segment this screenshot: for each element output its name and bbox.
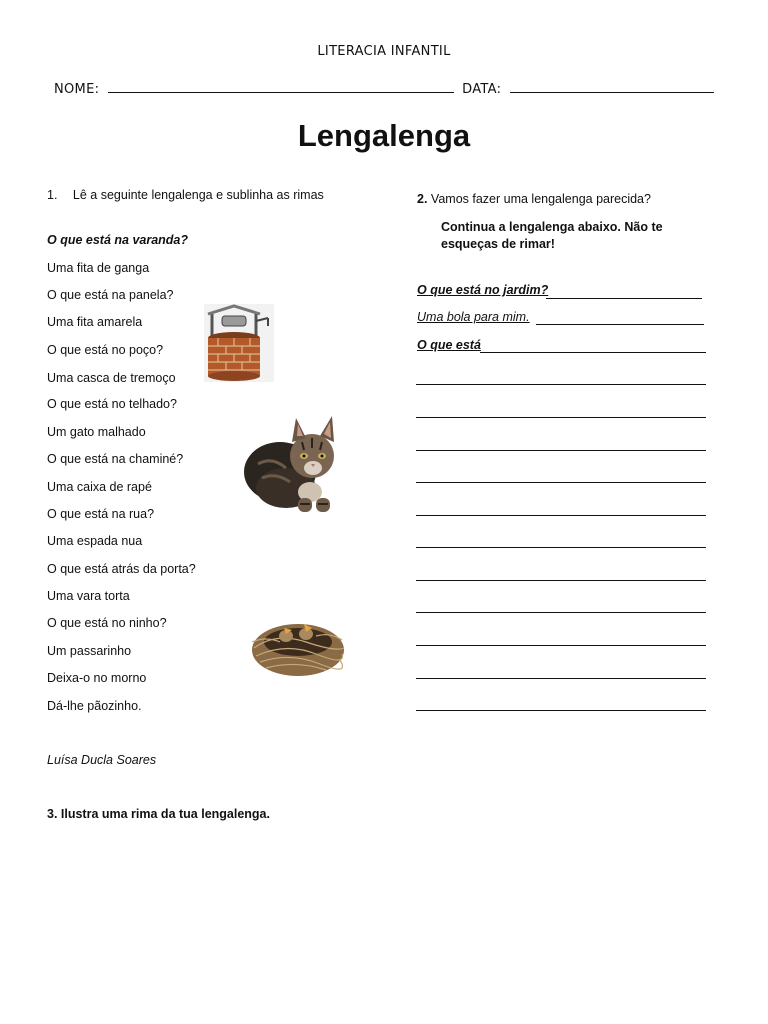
page-title: Lengalenga: [297, 118, 471, 153]
poem-line: O que está no telhado?: [47, 397, 177, 411]
writing-line[interactable]: [416, 482, 706, 483]
poem-line: Uma espada nua: [47, 534, 143, 548]
poem-author: Luísa Ducla Soares: [47, 753, 157, 767]
poem-line: O que está no poço?: [47, 343, 164, 357]
section2-number: 2.: [417, 192, 428, 206]
example-line-3: [417, 338, 481, 352]
bird-nest-photo: [246, 612, 350, 682]
section1-number: 1.: [47, 188, 58, 202]
writing-line[interactable]: [416, 384, 706, 385]
example-line-3-text: O que está: [417, 338, 481, 352]
poem-line: Deixa-o no morno: [47, 671, 147, 685]
cat-photo: [242, 412, 340, 516]
writing-line[interactable]: [416, 678, 706, 679]
poem-line: Um passarinho: [47, 644, 132, 658]
poem-line: O que está na rua?: [47, 507, 155, 521]
section2-instruction: Vamos fazer uma lengalenga parecida?: [430, 192, 651, 206]
writing-line[interactable]: [416, 645, 706, 646]
poem-line: Uma vara torta: [47, 589, 130, 603]
poem-line: Uma casca de tremoço: [47, 371, 176, 385]
poem-line: Uma fita de ganga: [47, 261, 150, 275]
well-illustration: [204, 304, 274, 382]
section3-instruction: 3. Ilustra uma rima da tua lengalenga.: [47, 807, 270, 821]
writing-line[interactable]: [416, 450, 706, 451]
poem-line: O que está na varanda?: [47, 233, 189, 247]
section2-sub-line1: Continua a lengalenga abaixo. Não te: [441, 220, 663, 234]
poem-line: O que está na panela?: [47, 288, 174, 302]
writing-line[interactable]: [416, 547, 706, 548]
poem-line: O que está atrás da porta?: [47, 562, 196, 576]
example-line-2-text: Uma bola para mim.: [417, 310, 530, 324]
date-label: DATA:: [462, 82, 502, 97]
poem-line: Uma caixa de rapé: [47, 480, 152, 494]
section1-instruction: Lê a seguinte lengalenga e sublinha as rimas: [72, 188, 324, 202]
poem-line: Um gato malhado: [47, 425, 146, 439]
section2-heading: [417, 192, 651, 206]
section2-sub-line2: esqueças de rimar!: [441, 237, 555, 251]
writing-line[interactable]: [416, 515, 706, 516]
example-line-1-text: O que está no jardim?: [417, 283, 549, 297]
example-line-1: [417, 283, 548, 297]
example-line-2: [417, 310, 530, 324]
poem-line: Uma fita amarela: [47, 315, 143, 329]
date-field-line[interactable]: [510, 82, 714, 93]
poem-line: O que está no ninho?: [47, 616, 167, 630]
name-label: NOME:: [54, 82, 100, 97]
worksheet-header: LITERACIA INFANTIL: [317, 44, 451, 59]
poem-line: Dá-lhe pãozinho.: [47, 699, 142, 713]
example-line-3-rule: [480, 352, 706, 353]
writing-line[interactable]: [416, 612, 706, 613]
section1-heading: [47, 188, 324, 202]
writing-line[interactable]: [416, 580, 706, 581]
poem-line: O que está na chaminé?: [47, 452, 184, 466]
writing-line[interactable]: [416, 710, 706, 711]
writing-line[interactable]: [416, 417, 706, 418]
example-line-1-rule: [546, 298, 702, 299]
name-date-row: [54, 82, 714, 97]
example-line-2-rule: [536, 324, 704, 325]
name-field-line[interactable]: [108, 82, 454, 93]
